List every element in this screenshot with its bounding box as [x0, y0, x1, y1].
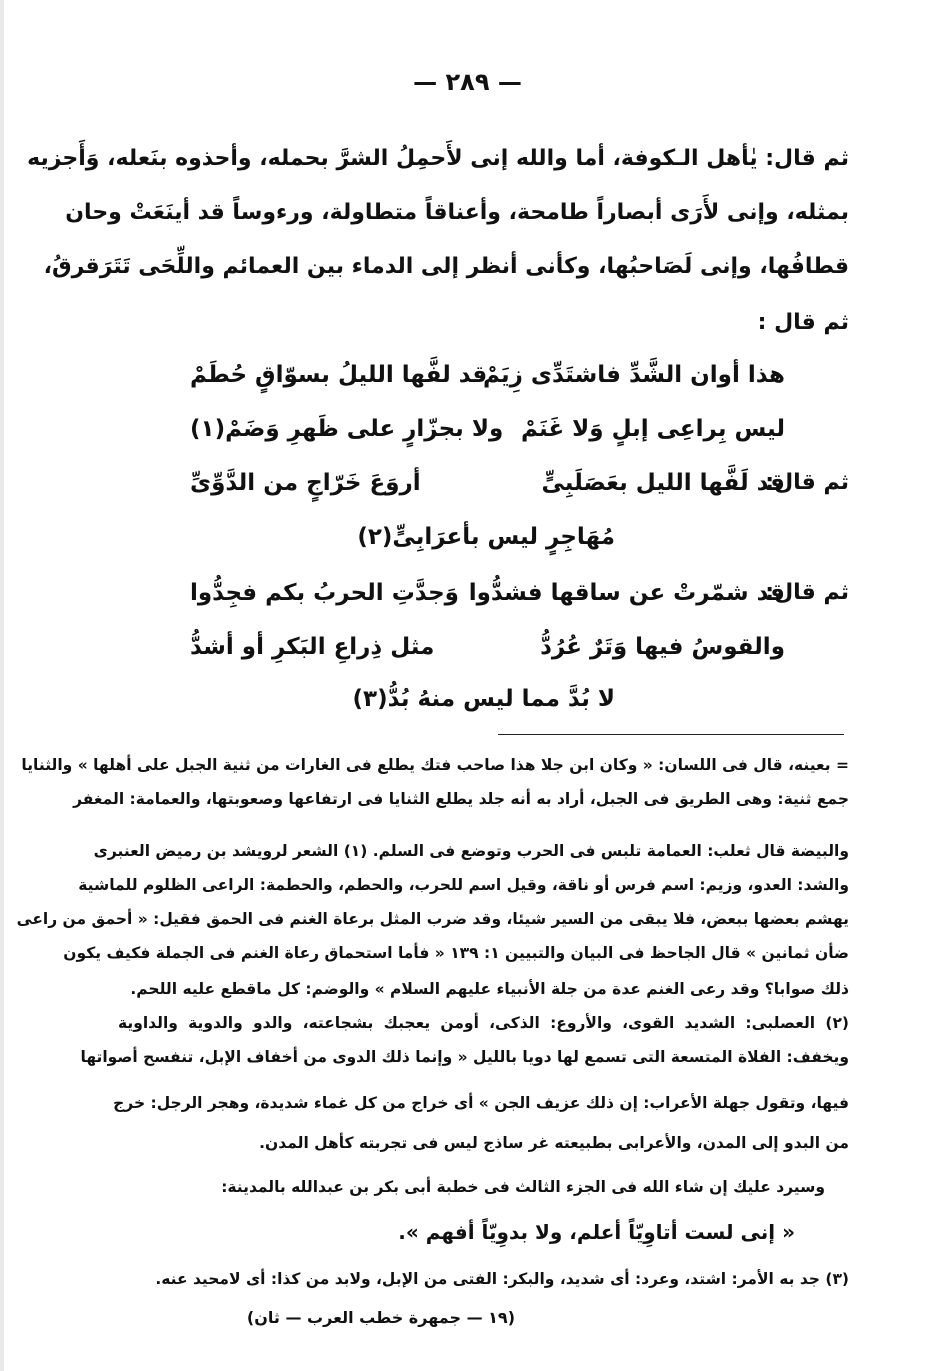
footnote-line: ويخفف: الفلاة المتسعة التى تسمع لها دويا بالليل « وإنما ذلك الدوى من أخفاف الإبل، تنفسح أصواتها — [80, 1048, 849, 1066]
footnote-line: (٣) جد به الأمر: اشتد، وعرد: أى شديد، والبكر: الفتى من الإبل، ولابد من كذا: أى لامحيد عنه. — [155, 1270, 849, 1288]
verse-hemistich: مثل ذِراعِ البَكرِ أو أشدُّ — [190, 634, 435, 660]
verse-hemistich: ليس بِراعِى إبلٍ وَلا غَنَمْ — [521, 416, 785, 442]
verse-hemistich: قد لفَّها الليلُ بسوّاقٍ حُطَمْ — [190, 362, 488, 388]
footnote-line: جمع ثنية: وهى الطريق فى الجبل، أراد به أنه جلد يطلع الثنايا فى ارتفاعها وصعوبتها، والعمامة: المغفر — [73, 790, 849, 808]
poem-intro-2: ثم قال: — [765, 470, 849, 495]
footnote-line: ذلك صوابا؟ وقد رعى الغنم عدة من جلة الأنبياء عليهم السلام » والوضم: كل ماقطع عليه اللحم. — [130, 980, 849, 998]
verse-final-line: مُهَاجِرٍ ليس بأعرَابِىٍّ(٢) — [357, 524, 615, 550]
verse-hemistich: قد شمّرتْ عن ساقها فشدُّوا — [468, 580, 785, 606]
page-edge-shadow — [0, 0, 4, 1371]
verse-hemistich: قد لَفَّها الليل بعَصَلَبِىٍّ — [541, 470, 785, 496]
footnote-separator — [498, 734, 844, 735]
paragraph-line-2: بمثله، وإنى لأَرَى أبصاراً طامحة، وأعناقاً متطاولة، ورءوساً قد أينَعَتْ وحان — [65, 200, 849, 225]
verse-hemistich: ولا بجزّارٍ على ظَهرِ وَضَمْ(١) — [190, 416, 504, 442]
footnote-line: من البدو إلى المدن، والأعرابى بطبيعته غر ساذج ليس فى تجربته كأهل المدن. — [259, 1134, 849, 1152]
paragraph-line-1: ثم قال: يٰأهل الـكوفة، أما والله إنى لأَحمِلُ الشرَّ بحمله، وأحذوه بنَعله، وَأَجزيه — [27, 146, 849, 171]
footnote-quote: « إنى لست أتاوِيّاً أعلم، ولا بدوِيّاً أفهم ». — [398, 1220, 795, 1244]
footnote-line: ضأن ثمانين » قال الجاحظ فى البيان والتبيين ١: ١٣٩ « فأما استحماق رعاة الغنم فى الجملة فكيف يكون — [63, 944, 849, 962]
footnote-line: والشد: العدو، وزيم: اسم فرس أو ناقة، وقيل اسم للحرب، والحطم، والحطمة: الراعى الظلوم للماشية — [78, 876, 849, 894]
verse-final-line: لا بُدَّ مما ليس منهُ بُدُّ(٣) — [352, 686, 615, 712]
verse-hemistich: وَجدَّتِ الحربُ بكم فجِدُّوا — [190, 580, 459, 606]
footnote-line: = بعينه، قال فى اللسان: « وكان ابن جلا هذا صاحب فتك يطلع فى الغارات من ثنية الجبل على أهلها » والثنايا — [21, 756, 849, 774]
book-signature: (١٩ — جمهرة خطب العرب — ثان) — [246, 1308, 515, 1327]
page-number: — ٢٨٩ — — [413, 68, 522, 96]
paragraph-line-3: قطافُها، وإنى لَصَاحبُها، وكأنى أنظر إلى الدماء بين العمائم واللِّحَى تَتَرَقرقُ، — [43, 254, 849, 279]
verse-hemistich: هذا أوان الشَّدِّ فاشتَدِّى زِيَمْ — [482, 362, 785, 388]
verse-hemistich: أروَعَ خَرّاجٍ من الدَّوِّىِّ — [190, 470, 421, 496]
footnote-line: (٢) العصلبى: الشديد القوى، والأروع: الذكى، أومن يعجبك بشجاعته، والدو والدوية والداوية — [118, 1014, 849, 1032]
footnote-line: يهشم بعضها ببعض، فلا يبقى من السير شيئا، وقد ضرب المثل برعاة الغنم فى الحمق فقيل: « أحمق من راعى — [16, 910, 849, 928]
footnote-line: فيها، وتقول جهلة الأعراب: إن ذلك عزيف الجن » أى خراج من كل غماء شديدة، وهجر الرجل: خرج — [113, 1094, 849, 1112]
footnote-line: وسيرد عليك إن شاء الله فى الجزء الثالث فى خطبة أبى بكر بن عبدالله بالمدينة: — [221, 1178, 825, 1196]
poem-intro-3: ثم قال: — [765, 580, 849, 605]
poem-intro-1: ثم قال : — [757, 310, 849, 335]
verse-hemistich: والقوسُ فيها وَتَرٌ عُرُدُّ — [540, 634, 785, 660]
footnote-line: والبيضة قال ثعلب: العمامة تلبس فى الحرب وتوضع فى السلم. (١) الشعر لرويشد بن رميض العنبرى — [93, 842, 849, 860]
